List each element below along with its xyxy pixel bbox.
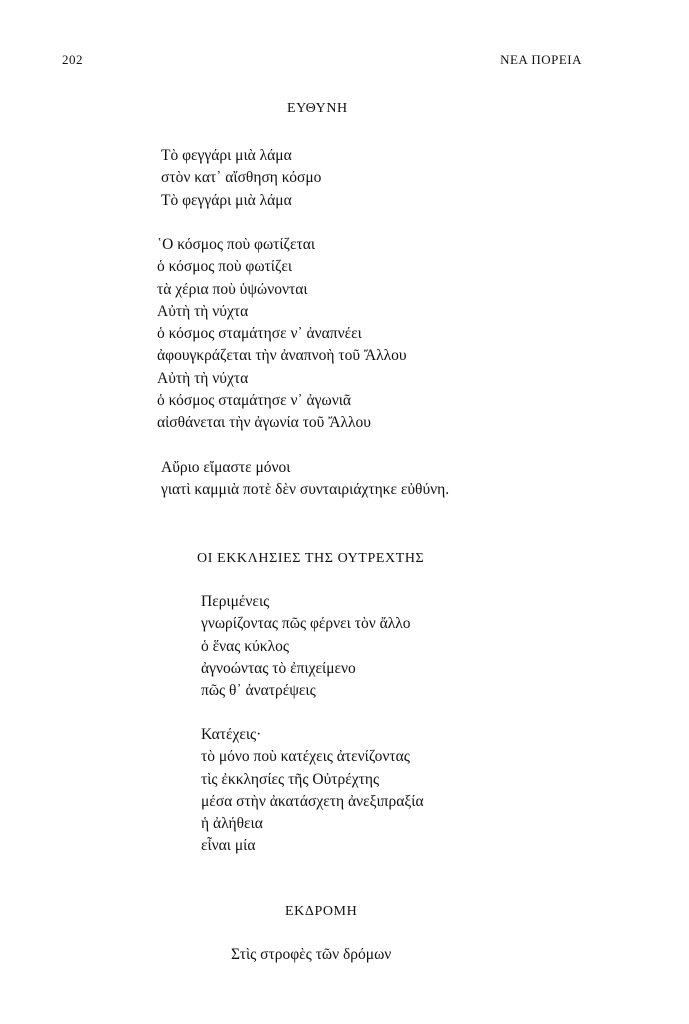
verse-line: γιατὶ καμμιὰ ποτὲ δὲν συνταιριάχτηκε εὐθύνη. — [161, 481, 450, 499]
verse-line: Τὸ φεγγάρι μιὰ λάμα — [161, 147, 292, 164]
verse-line: αἰσθάνεται τὴν ἀγωνία τοῦ Ἄλλου — [157, 414, 371, 432]
verse-line: τὶς ἐκκλησίες τῆς Οὐτρέχτης — [201, 770, 380, 788]
verse-line: Αὔριο εἴμαστε μόνοι — [161, 459, 291, 476]
poem-title: ΟΙ ΕΚΚΛΗΣΙΕΣ ΤΗΣ ΟΥΤΡΕΧΤΗΣ — [197, 551, 425, 566]
verse-line: τὰ χέρια ποὺ ὑψώνονται — [157, 280, 308, 298]
verse-line: στὸν κατ᾽ αἴσθηση κόσμο — [161, 169, 322, 187]
verse-line: Περιμένεις — [201, 593, 270, 610]
stanza — [161, 457, 449, 502]
stanza — [157, 234, 407, 435]
verse-line: μέσα στὴν ἀκατάσχετη ἀνεξιπραξία — [201, 792, 424, 810]
verse-line: Αὐτὴ τὴ νύχτα — [157, 302, 249, 320]
verse-line: ἀφουγκράζεται τὴν ἀναπνοὴ τοῦ Ἄλλου — [157, 347, 407, 365]
verse-line: ὁ ἕνας κύκλος — [201, 637, 289, 655]
running-head-title: ΝΕΑ ΠΟΡΕΙΑ — [500, 52, 582, 67]
verse-line: πῶς θ᾽ ἀνατρέψεις — [201, 682, 316, 700]
verse-line: τὸ μόνο ποὺ κατέχεις ἀτενίζοντας — [201, 748, 410, 766]
verse-line: ὁ κόσμος σταμάτησε ν᾽ ἀναπνέει — [157, 325, 362, 343]
verse-line: Στὶς στροφὲς τῶν δρόμων — [231, 946, 392, 963]
verse-line: ὁ κόσμος ποὺ φωτίζει — [157, 258, 293, 276]
poem-title: ΕΚΔΡΟΜΗ — [285, 904, 358, 919]
verse-line: ἡ ἀλήθεια — [201, 815, 263, 833]
verse-line: Τὸ φεγγάρι μιὰ λάμα — [161, 191, 292, 209]
verse-line: Κατέχεις· — [201, 726, 262, 743]
verse-line: ῾Ο κόσμος ποὺ φωτίζεται — [157, 236, 315, 253]
page-number: 202 — [62, 52, 83, 67]
verse-line: εἶναι μία — [201, 837, 256, 855]
verse-line: ὁ κόσμος σταμάτησε ν᾽ ἀγωνιᾶ — [157, 392, 351, 410]
stanza — [161, 145, 321, 212]
verse-line: Αὐτὴ τὴ νύχτα — [157, 369, 249, 387]
poem-title: ΕΥΘΥΝΗ — [287, 101, 348, 116]
stanza — [201, 591, 411, 702]
verse-line: ἀγνοώντας τὸ ἐπιχείμενο — [201, 659, 356, 677]
stanza — [201, 724, 424, 858]
verse-line: γνωρίζοντας πῶς φέρνει τὸν ἄλλο — [201, 615, 411, 633]
